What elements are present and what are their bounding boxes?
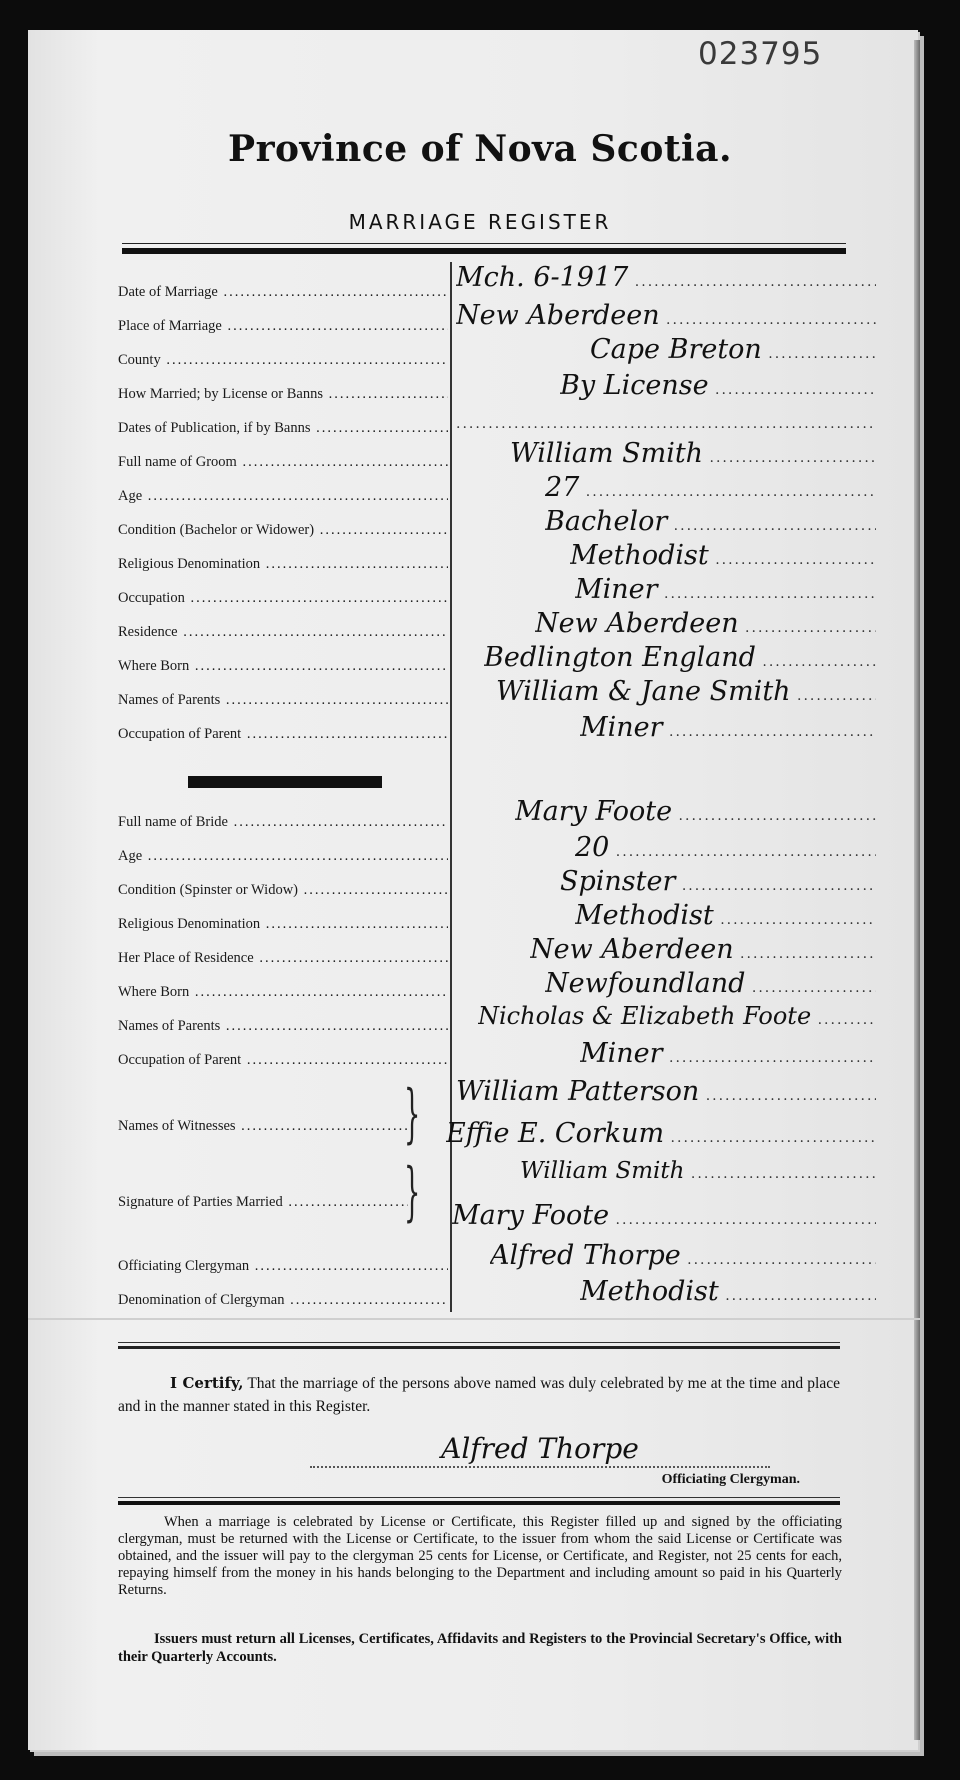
divider <box>122 243 846 244</box>
divider <box>122 248 846 254</box>
field-label: Signature of Parties Married ..... <box>118 1194 408 1211</box>
bride-signature: Mary Foote ..... <box>452 1200 876 1230</box>
field-label: Full name of Groom ..... <box>118 454 448 471</box>
divider <box>118 1346 840 1349</box>
field-label-row <box>118 880 448 902</box>
document-subtitle: MARRIAGE REGISTER <box>348 210 612 234</box>
field-value: Methodist ..... <box>580 1276 876 1306</box>
field-label: Where Born ..... <box>118 984 448 1001</box>
witness-name: William Patterson ..... <box>456 1076 876 1106</box>
field-label-row <box>118 384 448 406</box>
field-label: Full name of Bride ..... <box>118 814 448 831</box>
field-label-row <box>118 486 448 508</box>
field-value: Alfred Thorpe ..... <box>490 1240 876 1270</box>
field-label: Denomination of Clergyman ..... <box>118 1292 448 1309</box>
field-label-row <box>118 982 448 1004</box>
field-label: Residence ..... <box>118 624 448 641</box>
field-value: Mch. 6-1917 ..... <box>456 262 876 292</box>
certify-body: That the marriage of the persons above named was duly celebrated by me at the time and place and in the manner stated in this Register. <box>118 1375 840 1415</box>
field-label: Religious Denomination ..... <box>118 556 448 573</box>
field-label-row <box>118 350 448 372</box>
field-value: 27 ..... <box>545 472 876 502</box>
field-label-row <box>118 588 448 610</box>
field-label: Names of Parents ..... <box>118 692 448 709</box>
field-value: Bachelor ..... <box>545 506 876 536</box>
section-separator <box>188 776 382 788</box>
witness-name: Effie E. Corkum ..... <box>446 1118 876 1148</box>
field-label-row <box>118 1016 448 1038</box>
field-value: Spinster ..... <box>560 866 876 896</box>
field-label: Dates of Publication, if by Banns ..... <box>118 420 448 437</box>
field-label: How Married; by License or Banns ..... <box>118 386 448 403</box>
field-label: Occupation of Parent ..... <box>118 726 448 743</box>
field-label: Occupation ..... <box>118 590 448 607</box>
field-label-row <box>118 690 448 712</box>
field-value: Mary Foote ..... <box>515 796 876 826</box>
field-value: William Smith ..... <box>510 438 876 468</box>
field-value: Bedlington England ..... <box>484 642 876 672</box>
field-label-row <box>118 520 448 542</box>
field-label: Place of Marriage ..... <box>118 318 448 335</box>
field-value: Methodist ..... <box>575 900 876 930</box>
field-value: New Aberdeen ..... <box>456 300 876 330</box>
field-label: Officiating Clergyman ..... <box>118 1258 448 1275</box>
field-label: County ..... <box>118 352 448 369</box>
field-label-row <box>118 724 448 746</box>
brace: } <box>404 1155 421 1229</box>
field-value: Newfoundland ..... <box>545 968 876 998</box>
field-label: Condition (Bachelor or Widower) ..... <box>118 522 448 539</box>
divider <box>118 1497 840 1498</box>
field-value: New Aberdeen ..... <box>530 934 876 964</box>
field-value: Nicholas & Elizabeth Foote ..... <box>478 1002 876 1032</box>
field-label: Names of Witnesses ..... <box>118 1118 408 1135</box>
field-label: Date of Marriage ..... <box>118 284 448 301</box>
field-value: Miner ..... <box>580 1038 876 1068</box>
divider <box>118 1342 840 1343</box>
field-label: Where Born ..... <box>118 658 448 675</box>
field-label-row <box>118 622 448 644</box>
field-label-row <box>118 914 448 936</box>
field-label: Names of Parents ..... <box>118 1018 448 1035</box>
field-label: Age ..... <box>118 848 448 865</box>
field-label-row <box>118 1116 408 1138</box>
divider <box>118 1501 840 1505</box>
field-value: By License ..... <box>560 370 876 400</box>
field-label-row <box>118 452 448 474</box>
field-value <box>456 404 876 434</box>
field-value: Cape Breton ..... <box>590 334 876 364</box>
field-label: Religious Denomination ..... <box>118 916 448 933</box>
field-label-row <box>118 948 448 970</box>
certification-text <box>118 1372 840 1418</box>
field-label: Age ..... <box>118 488 448 505</box>
field-label-row <box>118 418 448 440</box>
field-label: Occupation of Parent ..... <box>118 1052 448 1069</box>
field-label: Condition (Spinster or Widow) ..... <box>118 882 448 899</box>
field-label-row <box>118 282 448 304</box>
field-label-row <box>118 1050 448 1072</box>
column-divider <box>450 262 452 1312</box>
paper-edge <box>914 40 920 1740</box>
fold-line <box>28 1318 920 1320</box>
brace: } <box>404 1077 421 1151</box>
stamp-number: 023795 <box>698 36 823 72</box>
field-value: New Aberdeen ..... <box>535 608 876 638</box>
field-value: 20 ..... <box>575 832 876 862</box>
field-label-row <box>118 1256 448 1278</box>
groom-signature: William Smith ..... <box>520 1158 876 1188</box>
field-label-row <box>118 846 448 868</box>
certify-lead: I Certify, <box>170 1374 244 1392</box>
field-value: Miner ..... <box>580 712 876 742</box>
clergy-signature: Alfred Thorpe <box>310 1432 770 1468</box>
field-label-row <box>118 1192 408 1214</box>
field-value: William & Jane Smith ..... <box>496 676 876 706</box>
notice-bold-paragraph: Issuers must return all Licenses, Certificates, Affidavits and Registers to the Provincial Secretary's Office, with their Quarterly Accounts. <box>118 1631 842 1665</box>
field-label: Her Place of Residence ..... <box>118 950 448 967</box>
field-label-row <box>118 812 448 834</box>
field-value: Miner ..... <box>575 574 876 604</box>
field-label-row <box>118 316 448 338</box>
signature-caption: Officiating Clergyman. <box>661 1472 800 1487</box>
notice-paragraph: When a marriage is celebrated by License or Certificate, this Register filled up and signed by the officiating clergyman, must be returned with the License or Certificate, to the issuer from whom the said License or Certificate was obtained, and the issuer will pay to the clergyman 25 cents for License, or Certificate, and Register, not 25 cents for each, repaying himself from the money in his hands belonging to the Department and including amount so paid in his Quarterly Returns. <box>118 1514 842 1598</box>
field-label-row <box>118 1290 448 1312</box>
field-value: Methodist ..... <box>570 540 876 570</box>
document-title: Province of Nova Scotia. <box>228 128 732 170</box>
field-label-row <box>118 554 448 576</box>
field-label-row <box>118 656 448 678</box>
